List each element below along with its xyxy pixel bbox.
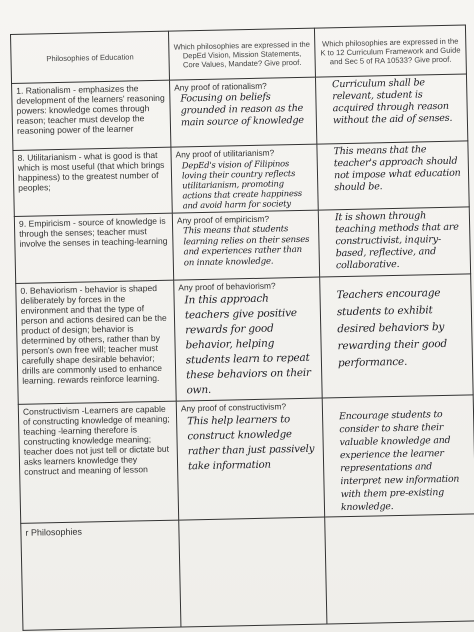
handwritten-answer: In this approach teachers give positive rewards for good behavior, helping students learn to repeat these behaviors on their own. bbox=[184, 292, 311, 397]
table-row bbox=[18, 395, 474, 524]
philosophy-cell: 1. Rationalism - emphasizes the development of the learners' reasoning powers: knowledge comes through reason; teacher must develop the reasoning power of the learner bbox=[12, 80, 171, 150]
deped-proof-cell bbox=[179, 517, 327, 627]
header-k12: Which philosophies are expressed in the K to 12 Curriculum Framework and Guide and Sec 5 of RA 10533? Give proof. bbox=[314, 25, 466, 77]
worksheet-sheet bbox=[10, 24, 474, 632]
handwritten-answer: This means that the teacher's approach should not impose what education should be. bbox=[333, 144, 461, 194]
table-row bbox=[14, 207, 470, 284]
handwritten-answer: It is shown through teaching methods that are constructivist, inquiry-based, reflective, and collaborative. bbox=[334, 210, 459, 272]
handwritten-answer bbox=[183, 521, 320, 524]
philosophy-cell: 9. Empiricism - source of knowledge is through the senses; teacher must involve the senses in teaching-learning bbox=[14, 213, 173, 283]
handwritten-answer: This help learners to construct knowledge rather than just passively take information bbox=[187, 414, 315, 473]
table-row bbox=[13, 141, 469, 217]
handwritten-answer: Teachers encourage students to exhibit desired behaviors by rewarding their good performance. bbox=[336, 287, 448, 370]
handwritten-answer: Curriculum shall be relevant, student is acquired through reason without the aid of senses. bbox=[332, 77, 453, 127]
deped-proof-cell bbox=[172, 210, 319, 280]
k12-proof-cell bbox=[317, 141, 469, 210]
philosophy-cell: Constructivism -Learners are capable of constructing knowledge of meaning; teaching -learning therefore is constructing knowledge meaning; teacher does not just tell or dictate but asks learners knowledge they construct and meaning of lesson bbox=[18, 401, 178, 523]
proof-prompt: Any proof of constructivism? bbox=[180, 401, 287, 414]
header-philosophies: Philosophies of Education bbox=[11, 31, 170, 83]
table-row bbox=[21, 514, 474, 631]
k12-proof-cell bbox=[322, 395, 474, 517]
handwritten-answer: Encourage students to consider to share their valuable knowledge and experience the learner representations and interpret new information with them pre-existing knowledge. bbox=[338, 409, 460, 514]
handwritten-answer: Focusing on beliefs grounded in reason as the main source of knowledge bbox=[180, 91, 304, 129]
philosophy-cell: r Philosophies bbox=[21, 520, 181, 630]
deped-proof-cell bbox=[176, 398, 324, 520]
handwritten-answer: This means that students learning relies on their senses and experiences rather than on innate knowledge. bbox=[183, 224, 310, 268]
proof-prompt: Any proof of empiricism? bbox=[176, 213, 270, 226]
proof-prompt: Any proof of behaviorism? bbox=[178, 280, 276, 293]
philosophies-table bbox=[10, 24, 474, 630]
philosophy-cell: 8. Utilitarianism - what is good is that which is most useful (that which brings happiness) to the greatest number of peoples; bbox=[13, 147, 172, 216]
table-row bbox=[16, 274, 473, 405]
deped-proof-cell bbox=[171, 144, 318, 213]
handwritten-answer: DepEd's vision of Filipinos loving their country reflects utilitarianism, promoting actions that create happiness and avoid harm for society bbox=[181, 158, 302, 211]
deped-proof-cell bbox=[174, 277, 323, 401]
deped-proof-cell bbox=[170, 77, 317, 147]
k12-proof-cell bbox=[318, 207, 470, 277]
handwritten-answer bbox=[329, 516, 471, 519]
philosophy-cell: 0. Behaviorism - behavior is shaped deliberately by forces in the environment and that the type of person and actions desired can be the product of design; behavior is determined by others, rather than by person's own free will; teacher must carefully shape desirable behavior; drills are commonly used to enhance learning. rewards reinforce learning. bbox=[16, 280, 176, 404]
proof-prompt: Any proof of utilitarianism? bbox=[175, 147, 275, 160]
k12-proof-cell bbox=[325, 514, 474, 624]
k12-proof-cell bbox=[315, 74, 467, 144]
proof-prompt: Any proof of rationalism? bbox=[174, 80, 267, 93]
k12-proof-cell bbox=[320, 274, 474, 398]
table-row bbox=[12, 74, 468, 151]
header-deped: Which philosophies are expressed in the DepEd Vision, Mission Statements, Core Values, Mandate? Give proof. bbox=[168, 28, 315, 80]
proof-prompt bbox=[183, 520, 320, 523]
